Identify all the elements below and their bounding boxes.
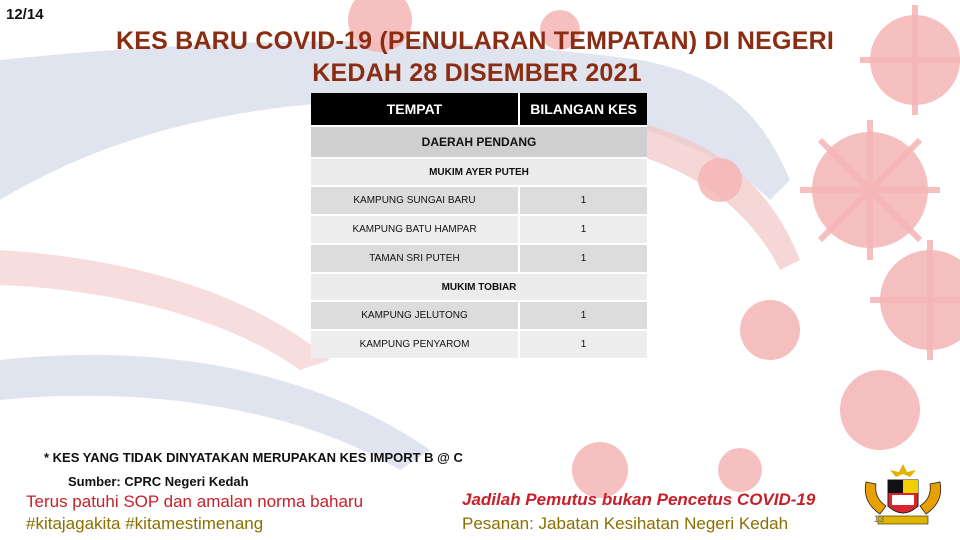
district-name: DAERAH PENDANG: [311, 125, 647, 157]
slide-number: 13: [874, 514, 885, 524]
slogan: Jadilah Pemutus bukan Pencetus COVID-19: [462, 490, 816, 509]
place-cell: TAMAN SRI PUTEH: [311, 243, 520, 272]
district-row: [311, 125, 647, 157]
mukim-row: [311, 272, 647, 300]
mukim-name: MUKIM AYER PUTEH: [311, 157, 647, 185]
table-row: [311, 243, 647, 272]
place-cell: KAMPUNG JELUTONG: [311, 300, 520, 329]
cases-cell: 1: [520, 243, 647, 272]
table-row: [311, 329, 647, 358]
red-swoosh-lower: [0, 250, 330, 370]
header-place: TEMPAT: [311, 93, 520, 125]
coat-of-arms-logo: [858, 462, 948, 528]
cases-cell: 1: [520, 329, 647, 358]
mukim-name: MUKIM TOBIAR: [311, 272, 647, 300]
hashtags: #kitajagakita #kitamestimenang: [26, 514, 264, 533]
page-title-line1: KES BARU COVID-19 (PENULARAN TEMPATAN) DI NEGERI: [116, 27, 834, 55]
source-text: Sumber: CPRC Negeri Kedah: [68, 474, 249, 489]
footnote: * KES YANG TIDAK DINYATAKAN MERUPAKAN KES IMPORT B @ C: [44, 450, 463, 465]
place-cell: KAMPUNG SUNGAI BARU: [311, 185, 520, 214]
cases-cell: 1: [520, 300, 647, 329]
cases-cell: 1: [520, 214, 647, 243]
table-row: [311, 300, 647, 329]
sop-reminder: Terus patuhi SOP dan amalan norma baharu: [26, 492, 364, 511]
header-cases: BILANGAN KES: [520, 93, 647, 125]
table-header-row: [311, 93, 647, 125]
health-dept-message: Pesanan: Jabatan Kesihatan Negeri Kedah: [462, 514, 789, 533]
place-cell: KAMPUNG BATU HAMPAR: [311, 214, 520, 243]
cases-cell: 1: [520, 185, 647, 214]
mukim-row: [311, 157, 647, 185]
page-title-line2: KEDAH 28 DISEMBER 2021: [312, 59, 642, 87]
place-cell: KAMPUNG PENYAROM: [311, 329, 520, 358]
page-indicator: 12/14: [6, 6, 44, 23]
table-row: [311, 214, 647, 243]
cases-table: [311, 93, 647, 358]
table-row: [311, 185, 647, 214]
